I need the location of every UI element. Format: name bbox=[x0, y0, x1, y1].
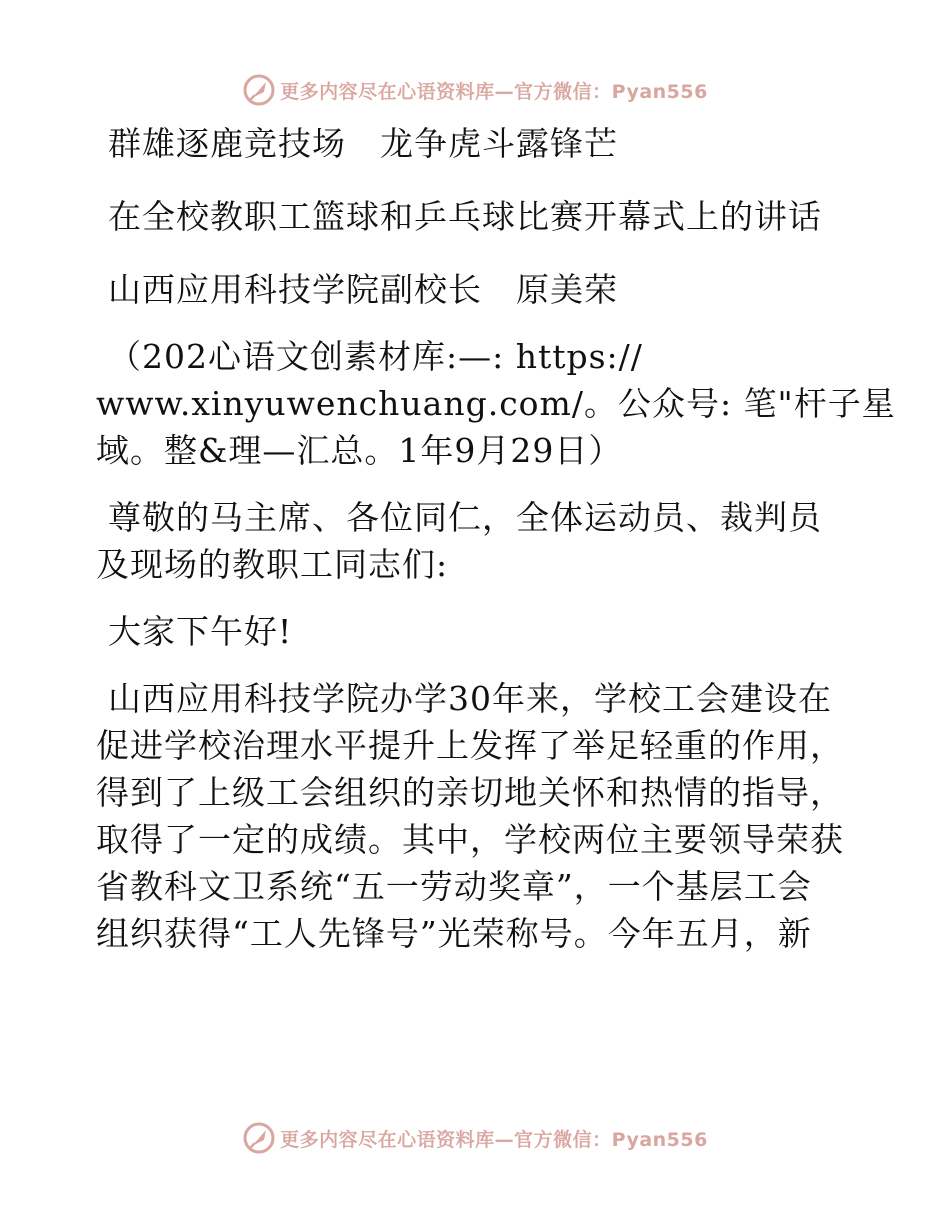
watermark-banner-bottom bbox=[0, 1118, 950, 1158]
watermark-banner-top bbox=[0, 70, 950, 110]
watermark-label: 更多内容尽在心语资料库—官方微信： bbox=[280, 80, 612, 103]
document-body bbox=[96, 120, 896, 957]
watermark-text bbox=[280, 77, 708, 104]
quill-logo-icon bbox=[242, 73, 276, 107]
document-title: 群雄逐鹿竞技场 龙争虎斗露锋芒 bbox=[108, 124, 618, 163]
salutation-line: 及现场的教职工同志们: bbox=[96, 545, 449, 584]
body-line: 促进学校治理水平提升上发挥了举足轻重的作用， bbox=[96, 726, 844, 765]
watermark-text bbox=[280, 1125, 708, 1152]
watermark-label: 更多内容尽在心语资料库—官方微信： bbox=[280, 1128, 612, 1151]
watermark-brand: Pyan556 bbox=[611, 1128, 708, 1151]
note-line: 域。整&理—汇总。1年9月29日） bbox=[96, 431, 623, 470]
salutation-line: 尊敬的马主席、各位同仁，全体运动员、裁判员 bbox=[108, 498, 822, 537]
body-line: 得到了上级工会组织的亲切地关怀和热情的指导， bbox=[96, 773, 844, 812]
note-line: www.xinyuwenchuang.com/。公众号: 笔"杆子星 bbox=[96, 384, 896, 423]
watermark-brand: Pyan556 bbox=[611, 80, 708, 103]
body-line: 山西应用科技学院办学30年来，学校工会建设在 bbox=[108, 679, 832, 718]
document-author: 山西应用科技学院副校长 原美荣 bbox=[108, 270, 618, 309]
document-subtitle: 在全校教职工篮球和乒乓球比赛开幕式上的讲话 bbox=[108, 197, 822, 236]
body-line: 省教科文卫系统“五一劳动奖章”，一个基层工会 bbox=[96, 867, 812, 906]
quill-logo-icon bbox=[242, 1121, 276, 1155]
body-line: 取得了一定的成绩。其中，学校两位主要领导荣获 bbox=[96, 820, 844, 859]
note-line: （202心语文创素材库:—: https:// bbox=[108, 337, 643, 376]
body-line: 组织获得“工人先锋号”光荣称号。今年五月，新 bbox=[96, 914, 812, 953]
greeting-line: 大家下午好! bbox=[108, 612, 293, 651]
